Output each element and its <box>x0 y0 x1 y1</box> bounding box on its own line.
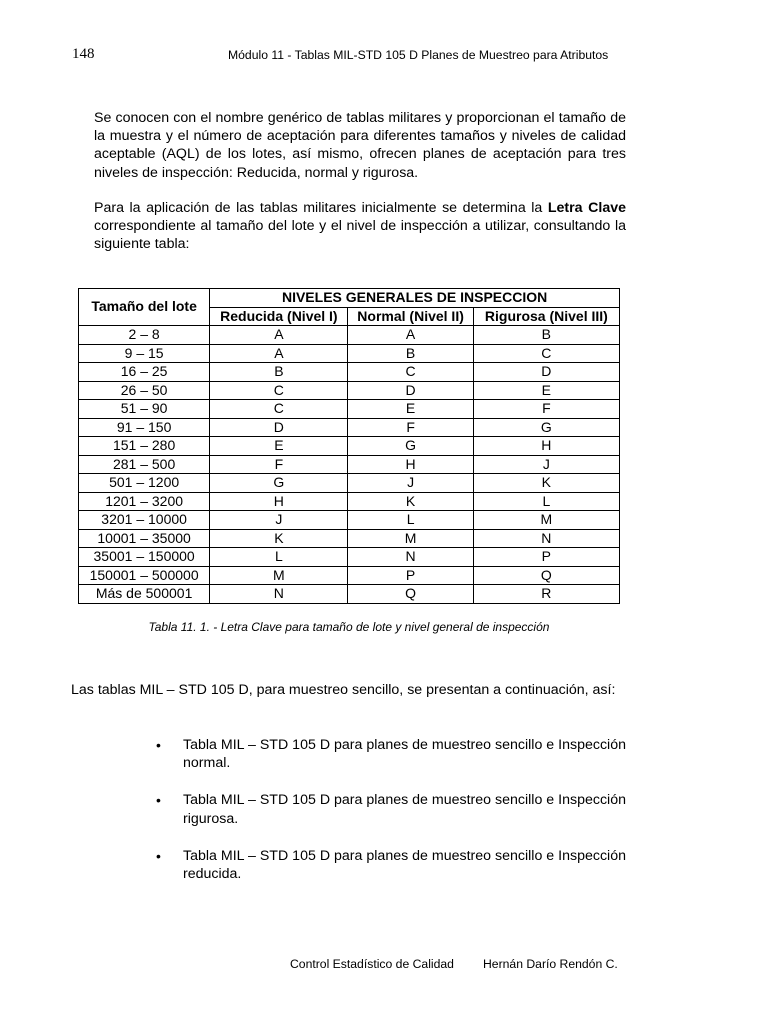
normal-cell: N <box>348 548 473 567</box>
reducida-cell: M <box>210 566 348 585</box>
rigurosa-cell: R <box>473 585 619 604</box>
list-item <box>150 847 626 883</box>
table-row <box>79 548 620 567</box>
footer-author: Hernán Darío Rendón C. <box>483 957 618 971</box>
normal-cell: L <box>348 511 473 530</box>
normal-cell: B <box>348 344 473 363</box>
normal-cell: C <box>348 363 473 382</box>
normal-cell: M <box>348 529 473 548</box>
reducida-cell: A <box>210 326 348 345</box>
lot-size-cell: 91 – 150 <box>79 418 210 437</box>
table-row <box>79 400 620 419</box>
table-row <box>79 511 620 530</box>
letra-clave-table <box>78 288 620 604</box>
table-row <box>79 529 620 548</box>
bullet-icon: • <box>156 737 161 753</box>
lot-size-cell: 26 – 50 <box>79 381 210 400</box>
normal-cell: E <box>348 400 473 419</box>
reducida-cell: C <box>210 400 348 419</box>
reducida-cell: C <box>210 381 348 400</box>
rigurosa-cell: D <box>473 363 619 382</box>
rigurosa-cell: P <box>473 548 619 567</box>
table-caption: Tabla 11. 1. - Letra Clave para tamaño de lote y nivel general de inspección <box>148 620 550 634</box>
normal-cell: G <box>348 437 473 456</box>
rigurosa-cell: N <box>473 529 619 548</box>
table-row <box>79 585 620 604</box>
lot-size-cell: 10001 – 35000 <box>79 529 210 548</box>
rigurosa-cell: G <box>473 418 619 437</box>
rigurosa-cell: Q <box>473 566 619 585</box>
level-header-rigurosa: Rigurosa (Nivel III) <box>473 307 619 326</box>
letra-clave-paragraph <box>94 199 626 254</box>
table-row <box>79 381 620 400</box>
lot-size-cell: 2 – 8 <box>79 326 210 345</box>
lot-size-cell: 501 – 1200 <box>79 474 210 493</box>
table-row <box>79 492 620 511</box>
bullet-icon: • <box>156 847 161 864</box>
lot-size-cell: 16 – 25 <box>79 363 210 382</box>
reducida-cell: B <box>210 363 348 382</box>
lot-size-cell: 3201 – 10000 <box>79 511 210 530</box>
level-header-normal: Normal (Nivel II) <box>348 307 473 326</box>
footer-course: Control Estadístico de Calidad <box>290 957 454 971</box>
lot-size-cell: 51 – 90 <box>79 400 210 419</box>
reducida-cell: H <box>210 492 348 511</box>
inspection-levels-header: NIVELES GENERALES DE INSPECCION <box>210 289 620 308</box>
lot-size-cell: 151 – 280 <box>79 437 210 456</box>
rigurosa-cell: E <box>473 381 619 400</box>
normal-cell: H <box>348 455 473 474</box>
intro-paragraph: Se conocen con el nombre genérico de tablas militares y proporcionan el tamaño de la muestra y el número de aceptación para diferentes tamaños y niveles de calidad aceptable (AQL) de los lotes, así mismo, ofrecen planes de aceptación para tres niveles de inspección: Reducida, normal y rigurosa. <box>94 110 626 181</box>
rigurosa-cell: H <box>473 437 619 456</box>
normal-cell: F <box>348 418 473 437</box>
table-row <box>79 474 620 493</box>
reducida-cell: K <box>210 529 348 548</box>
reducida-cell: G <box>210 474 348 493</box>
tables-list <box>150 736 626 902</box>
rigurosa-cell: K <box>473 474 619 493</box>
rigurosa-cell: C <box>473 344 619 363</box>
rigurosa-cell: B <box>473 326 619 345</box>
normal-cell: K <box>348 492 473 511</box>
normal-cell: A <box>348 326 473 345</box>
table-row <box>79 326 620 345</box>
list-item-text: Tabla MIL – STD 105 D para planes de muestreo sencillo e Inspección reducida. <box>183 847 626 883</box>
list-item <box>150 736 626 772</box>
lot-size-cell: 150001 – 500000 <box>79 566 210 585</box>
reducida-cell: L <box>210 548 348 567</box>
rigurosa-cell: L <box>473 492 619 511</box>
reducida-cell: F <box>210 455 348 474</box>
rigurosa-cell: J <box>473 455 619 474</box>
level-header-reducida: Reducida (Nivel I) <box>210 307 348 326</box>
lot-size-cell: 1201 – 3200 <box>79 492 210 511</box>
reducida-cell: N <box>210 585 348 604</box>
normal-cell: P <box>348 566 473 585</box>
rigurosa-cell: F <box>473 400 619 419</box>
lot-size-cell: 35001 – 150000 <box>79 548 210 567</box>
reducida-cell: E <box>210 437 348 456</box>
normal-cell: Q <box>348 585 473 604</box>
lot-size-cell: 281 – 500 <box>79 455 210 474</box>
table-row <box>79 363 620 382</box>
paragraph-text: Para la aplicación de las tablas militares inicialmente se determina la <box>94 200 548 216</box>
normal-cell: J <box>348 474 473 493</box>
table-row <box>79 566 620 585</box>
table-body <box>79 326 620 604</box>
bullet-icon: • <box>156 792 161 809</box>
table-row <box>79 455 620 474</box>
list-item-text: Tabla MIL – STD 105 D para planes de muestreo sencillo e Inspección rigurosa. <box>183 792 626 827</box>
lot-size-header: Tamaño del lote <box>79 289 210 326</box>
closing-paragraph: Las tablas MIL – STD 105 D, para muestreo sencillo, se presentan a continuación, así: <box>71 682 616 698</box>
lot-size-cell: 9 – 15 <box>79 344 210 363</box>
normal-cell: D <box>348 381 473 400</box>
lot-size-cell: Más de 500001 <box>79 585 210 604</box>
page-number: 148 <box>72 46 95 62</box>
table-row <box>79 344 620 363</box>
running-header: Módulo 11 - Tablas MIL-STD 105 D Planes de Muestreo para Atributos <box>228 48 609 62</box>
reducida-cell: A <box>210 344 348 363</box>
list-item-text: Tabla MIL – STD 105 D para planes de muestreo sencillo e Inspección normal. <box>183 737 626 772</box>
letra-clave-term: Letra Clave <box>547 200 626 216</box>
paragraph-text: correspondiente al tamaño del lote y el nivel de inspección a utilizar, consultando la siguiente tabla: <box>94 218 626 253</box>
table-row <box>79 418 620 437</box>
reducida-cell: J <box>210 511 348 530</box>
table-row <box>79 437 620 456</box>
rigurosa-cell: M <box>473 511 619 530</box>
reducida-cell: D <box>210 418 348 437</box>
list-item <box>150 791 626 827</box>
